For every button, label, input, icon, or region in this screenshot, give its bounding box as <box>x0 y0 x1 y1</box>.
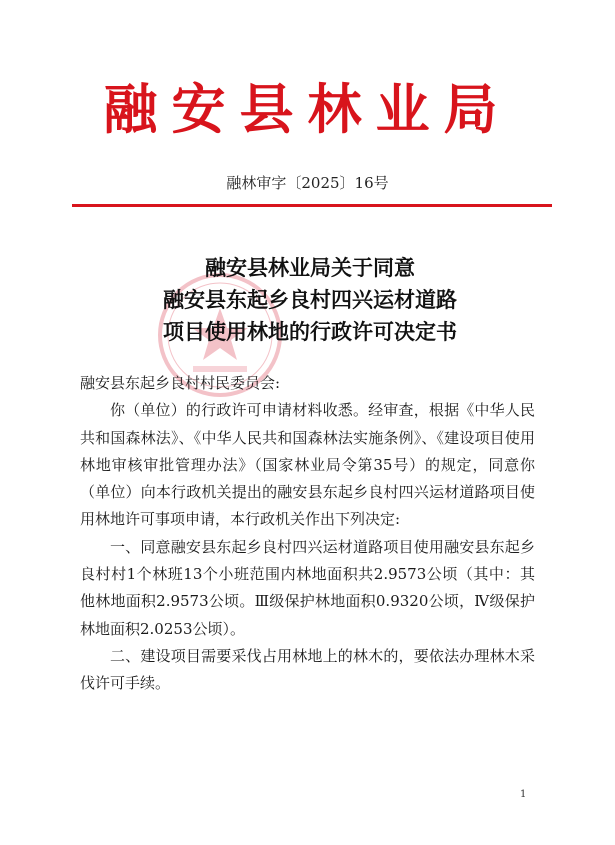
page-number: 1 <box>520 789 527 800</box>
title-line-3: 项目使用林地的行政许可决定书 <box>163 319 457 344</box>
paragraph: 二、建设项目需要采伐占用林地上的林木的，要依法办理林木采伐许可手续。 <box>80 646 535 693</box>
document-body <box>80 370 535 698</box>
salutation: 融安县东起乡良村村民委员会: <box>80 374 281 392</box>
document-title <box>60 252 560 348</box>
title-line-2: 融安县东起乡良村四兴运材道路 <box>163 287 457 312</box>
red-divider <box>72 204 552 207</box>
paragraph: 一、同意融安县东起乡良村四兴运材道路项目使用融安县东起乡良村村1个林班13个小班范围内林地面积共2.9573公顷（其中：其他林地面积2.9573公顷。Ⅲ级保护林地面积0.9320公顷，Ⅳ级保护林地面积2.0253公顷）。 <box>80 537 535 638</box>
org-header: 融安县林业局 <box>103 78 512 141</box>
doc-number: 融林审字〔2025〕16号 <box>226 174 389 192</box>
title-line-1: 融安县林业局关于同意 <box>205 255 415 280</box>
paragraph: 你（单位）的行政许可申请材料收悉。经审查，根据《中华人民共和国森林法》、《中华人民共和国森林法实施条例》、《建设项目使用林地审核审批管理办法》（国家林业局令第35号）的规定，同意你（单位）向本行政机关提出的融安县东起乡良村四兴运材道路项目使用林地许可事项申请，本行政机关作出下列决定: <box>80 401 535 529</box>
